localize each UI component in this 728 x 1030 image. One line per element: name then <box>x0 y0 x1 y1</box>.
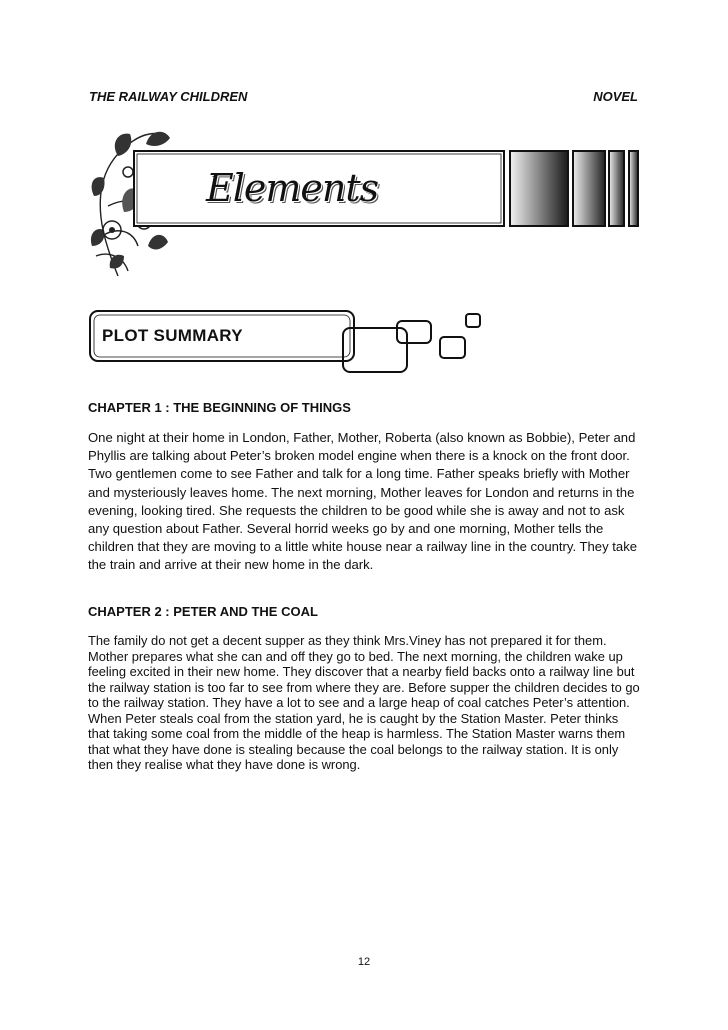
chapter-1-text: One night at their home in London, Father, Mother, Roberta (also known as Bobbie), Peter and Phyllis are talking about Peter’s broken model engine when there is a knock on the front door. Two gentlemen come to see Father and talk for a long time. Father speaks briefly with Mother and mysteriously leaves home. The next morning, Mother leaves for London and returns in the evening, looking tired. She requests the children to be good while she is away and not to ask any question about Father. Several horrid weeks go by and one morning, Mother tells the children that they are moving to a little white house near a railway line in the country. They take the train and arrive at their new home in the dark. <box>88 430 638 573</box>
plot-summary-banner <box>88 308 488 378</box>
chapter-2-title: CHAPTER 2 : PETER AND THE COAL <box>88 604 318 619</box>
chapter-2-text: The family do not get a decent supper as they think Mrs.Viney has not prepared it for them. Mother prepares what she can and off they go to bed. The next morning, the children wake up feeling excited in their new home. They discover that a nearby field backs onto a railway line but the railway station is too far to see from where they are. Before supper the children decides to go to the railway station. They have a lot to see and a large heap of coal catches Peter’s attention. When Peter steals coal from the station yard, he is caught by the Station Master. Peter thinks that taking some coal from the middle of the heap is harmless. The Station Master warns them that what they have done is stealing because the coal belongs to the railway station. It is only then they realise what they have done is wrong. <box>88 633 640 772</box>
running-header-title: THE RAILWAY CHILDREN <box>89 89 248 104</box>
page-number: 12 <box>357 956 371 968</box>
plot-summary-label: PLOT SUMMARY <box>102 326 243 345</box>
running-header-category: NOVEL <box>593 89 638 104</box>
elements-title: Elements <box>206 166 379 210</box>
chapter-1-title: CHAPTER 1 : THE BEGINNING OF THINGS <box>88 400 351 415</box>
elements-banner <box>88 126 640 278</box>
